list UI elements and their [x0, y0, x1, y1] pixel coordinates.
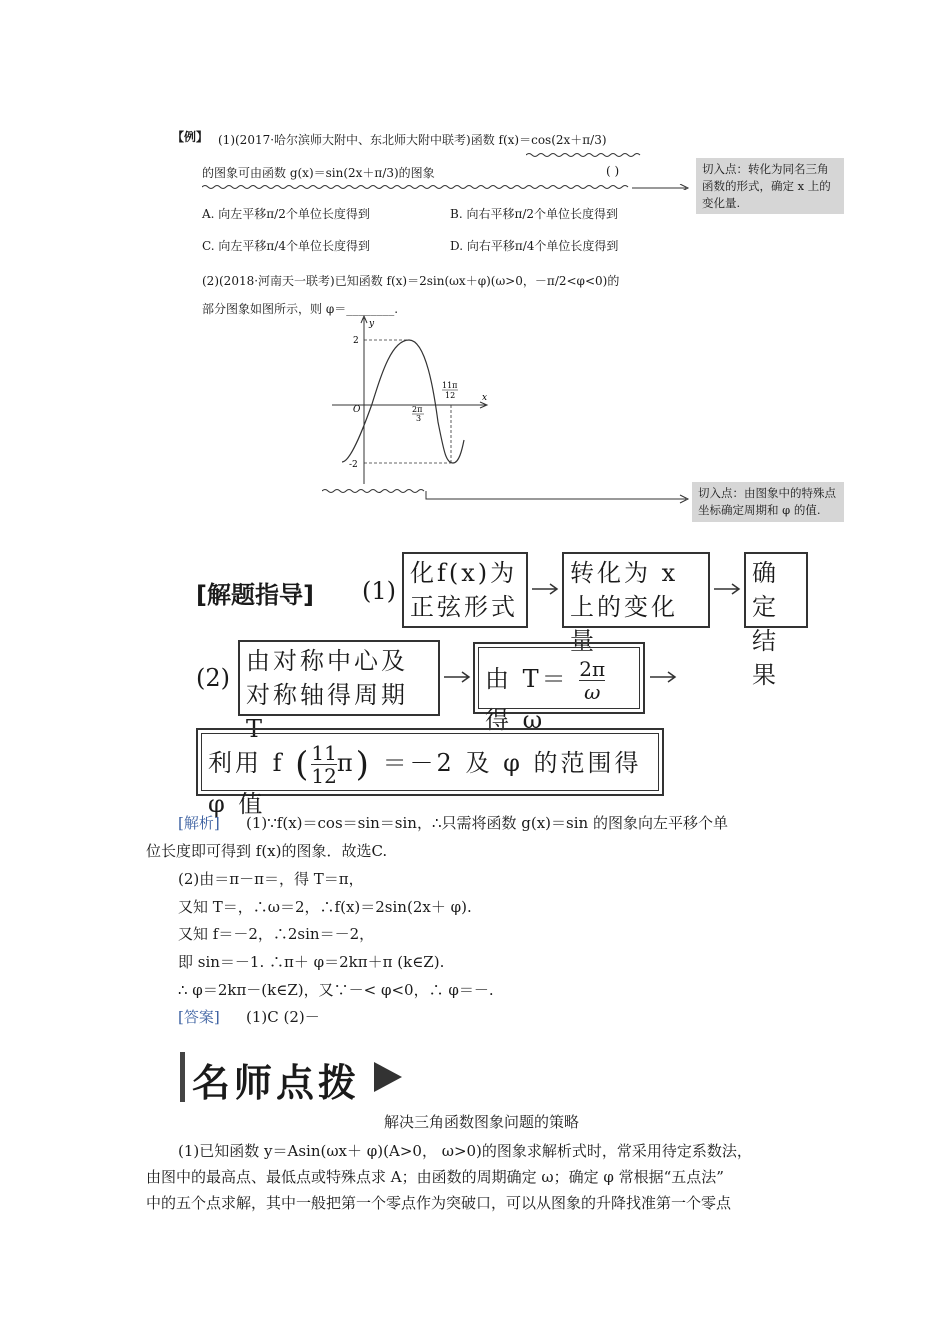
fraction-numerator: 2π [579, 657, 606, 681]
solution-line-3: (2)由＝π－π＝，得 T＝π， [178, 870, 364, 888]
question-1-line-1: (1)(2017·哈尔滨师大附中、东北师大附中联考)函数 f(x)＝cos(2x＋π/3) [218, 133, 607, 147]
solution-label: [解析] [178, 814, 220, 832]
fraction-denominator: ω [584, 680, 601, 704]
tips-paragraph-line-3: 中的五个点求解，其中一般把第一个零点作为突破口，可以从图象的升降找准第一个零点 [146, 1194, 732, 1212]
question-2-line-2: 部分图象如图所示，则 φ＝________. [202, 302, 399, 316]
fraction-denominator: 12 [311, 764, 337, 788]
paren-right: ) [355, 744, 372, 785]
flow-box-2: 转化为 x 上的变化量 [562, 552, 710, 628]
y-axis-label: y [369, 319, 375, 329]
function-graph [326, 312, 496, 492]
flow-box-3: 确定结果 [744, 552, 808, 628]
option-b: B. 向右平移π/2个单位长度得到 [450, 207, 619, 221]
option-a: A. 向左平移π/2个单位长度得到 [202, 207, 370, 221]
paren-left: ( [295, 744, 312, 785]
flow-box-4: 由对称中心及对称轴得周期 T [238, 640, 440, 716]
heading-bar [180, 1052, 185, 1102]
solution-line-5: 又知 f＝－2，∴2sin＝－2， [178, 925, 375, 943]
fraction [311, 742, 336, 787]
question-1-line-2: 的图象可由函数 g(x)＝sin(2x＋π/3)的图象 [202, 166, 435, 180]
callout-entry-point-2: 切入点：由图象中的特殊点坐标确定周期和 φ 的值. [692, 482, 844, 522]
arrow-icon [442, 670, 472, 684]
triangle-arrow-icon [372, 1060, 404, 1094]
sine-curve [342, 340, 464, 463]
question-2-line-1: (2)(2018·河南天一联考)已知函数 f(x)＝2sin(ωx＋φ)(ω>0，－π/2<φ<0)的 [202, 274, 620, 288]
solution-line-2: 位长度即可得到 f(x)的图象．故选C. [146, 842, 388, 860]
answer-text: (1)C (2)－ [246, 1008, 320, 1026]
tick-a-denominator: 3 [416, 414, 422, 423]
wavy-underline [526, 152, 644, 158]
arrow-icon [712, 582, 742, 596]
arrow-icon [530, 582, 560, 596]
answer-label: [答案] [178, 1008, 220, 1026]
x-axis-label: x [482, 393, 488, 403]
solution-line-4: 又知 T＝，∴ω＝2，∴f(x)＝2sin(2x＋ φ). [178, 898, 472, 916]
tick-b-denominator: 12 [445, 391, 456, 400]
tips-paragraph-line-2: 由图中的最高点、最低点或特殊点求 A；由函数的周期确定 ω；确定 φ 常根据“五点法” [146, 1168, 724, 1186]
wavy-underline [322, 488, 692, 508]
flow-box-5-text-b: 得 ω [485, 706, 546, 734]
option-d: D. 向右平移π/4个单位长度得到 [450, 239, 619, 253]
y-max-label: 2 [353, 336, 359, 346]
flow-box-5-text-a: 由 T＝ [485, 665, 569, 693]
guide-number-2: (2) [196, 664, 230, 692]
solution-line-7: ∴ φ＝2kπ－(k∈Z)，又∵－< φ<0，∴ φ＝－. [178, 981, 494, 999]
option-c: C. 向左平移π/4个单位长度得到 [202, 239, 370, 253]
callout-entry-point-1: 切入点：转化为同名三角函数的形式，确定 x 上的变化量. [696, 158, 844, 214]
solution-line-6: 即 sin＝－1. ∴π＋ φ＝2kπ＋π (k∈Z). [178, 953, 445, 971]
wavy-underline [202, 184, 690, 190]
guide-title: [解题指导] [196, 581, 314, 609]
fraction-numerator: 11 [311, 741, 337, 765]
flow-box-6-text-c: ＝－2 及 φ 的范围得 φ 值 [208, 749, 642, 818]
pi-symbol: π [336, 749, 356, 777]
tips-paragraph-line-1: (1)已知函数 y＝Asin(ωx＋ φ)(A>0， ω>0)的图象求解析式时，常采用待定系数法， [178, 1142, 752, 1160]
flow-box-6 [196, 728, 664, 818]
answer-paren: ( ) [606, 164, 620, 178]
tips-heading: 名师点拨 [192, 1061, 361, 1105]
flow-box-1: 化f(x)为正弦形式 [402, 552, 528, 628]
fraction [579, 658, 605, 703]
solution-line-1: (1)∵f(x)＝cos＝sin＝sin，∴只需将函数 g(x)＝sin 的图象向左平移个单 [246, 814, 728, 832]
origin-label: O [353, 405, 361, 415]
flow-box-5 [473, 642, 645, 734]
guide-number-1: (1) [362, 577, 396, 605]
flow-box-6-text-a: 利用 f [208, 749, 285, 777]
example-tag: 【例】 [172, 130, 209, 144]
arrow-icon [648, 670, 678, 684]
tick-a-numerator: 2π [412, 405, 423, 414]
y-min-label: -2 [349, 460, 358, 470]
tick-b-numerator: 11π [442, 381, 458, 390]
tips-subtitle: 解决三角函数图象问题的策略 [384, 1113, 580, 1131]
